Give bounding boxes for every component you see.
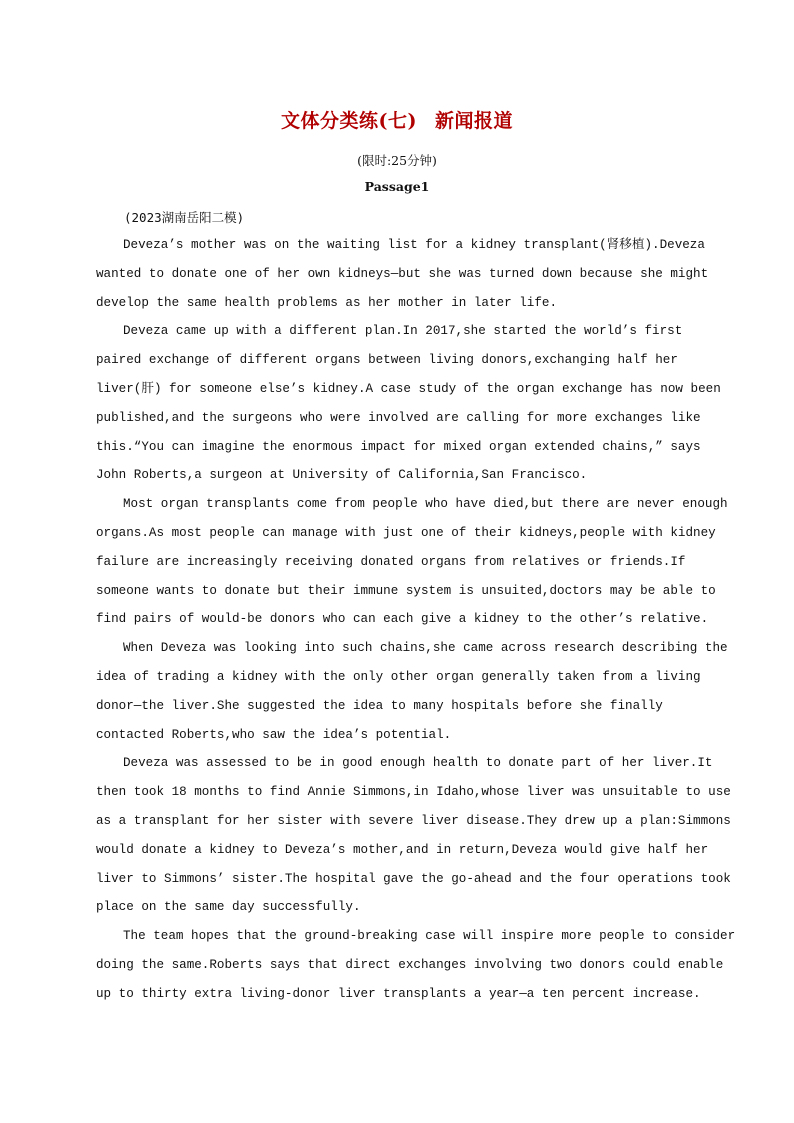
paragraph-6 [96, 922, 736, 1008]
text-line: published,and the surgeons who were involved are calling for more exchanges like [96, 410, 701, 425]
title-genre: 新闻报道 [434, 110, 513, 132]
text-line: wanted to donate one of her own kidneys—but she was turned down because she might [96, 266, 709, 281]
text-line: as a transplant for her sister with severe liver disease.They drew up a plan:Simmons [96, 813, 731, 828]
paragraph-5 [96, 749, 731, 922]
text-line: contacted Roberts,who saw the idea’s potential. [96, 727, 452, 742]
text-line: failure are increasingly receiving donated organs from relatives or friends.If [96, 554, 686, 569]
text-line: John Roberts,a surgeon at University of California,San Francisco. [96, 468, 588, 483]
passage-label: Passage1 [364, 179, 430, 194]
title-category: 文体分类练(七) [281, 110, 417, 132]
text-line: this.“You can imagine the enormous impact for mixed organ extended chains,” says [96, 439, 701, 454]
text-line: liver(肝) for someone else’s kidney.A case study of the organ exchange has now been [96, 381, 721, 396]
text-line: paired exchange of different organs between living donors,exchanging half her [96, 353, 678, 368]
text-line: liver to Simmons’ sister.The hospital gave the go-ahead and the four operations took [96, 871, 731, 886]
text-line: would donate a kidney to Deveza’s mother,and in return,Deveza would give half her [96, 842, 709, 857]
text-line: When Deveza was looking into such chains,she came across research describing the [123, 641, 728, 656]
paragraph-1 [96, 231, 709, 317]
text-line: Deveza’s mother was on the waiting list for a kidney transplant(肾移植).Deveza [123, 238, 705, 252]
text-line: then took 18 months to find Annie Simmons,in Idaho,whose liver was unsuitable to use [96, 785, 731, 800]
text-line: donor—the liver.She suggested the idea to many hospitals before she finally [96, 698, 663, 713]
text-line: Deveza was assessed to be in good enough health to donate part of her liver.It [123, 756, 713, 771]
text-line: organs.As most people can manage with just one of their kidneys,people with kidney [96, 525, 716, 540]
time-limit: (限时:25分钟) [357, 153, 437, 168]
text-line: someone wants to donate but their immune system is unsuited,doctors may be able to [96, 583, 716, 598]
text-line: Most organ transplants come from people who have died,but there are never enough [123, 497, 728, 512]
paragraph-3 [96, 490, 728, 634]
page-title [0, 106, 794, 133]
passage-body [96, 231, 736, 1009]
text-line: The team hopes that the ground-breaking case will inspire more people to consider [123, 929, 736, 944]
text-line: Deveza came up with a different plan.In 2017,she started the world’s first [123, 324, 683, 339]
source-note: (2023湖南岳阳二模) [124, 210, 245, 225]
text-line: place on the same day successfully. [96, 900, 361, 915]
paragraph-4 [96, 634, 728, 749]
text-line: find pairs of would-be donors who can each give a kidney to the other’s relative. [96, 612, 709, 627]
text-line: doing the same.Roberts says that direct exchanges involving two donors could enable [96, 957, 724, 972]
text-line: idea of trading a kidney with the only other organ generally taken from a living [96, 669, 701, 684]
text-line: develop the same health problems as her mother in later life. [96, 295, 558, 310]
text-line: up to thirty extra living-donor liver transplants a year—a ten percent increase. [96, 986, 701, 1001]
paragraph-2 [96, 317, 721, 490]
